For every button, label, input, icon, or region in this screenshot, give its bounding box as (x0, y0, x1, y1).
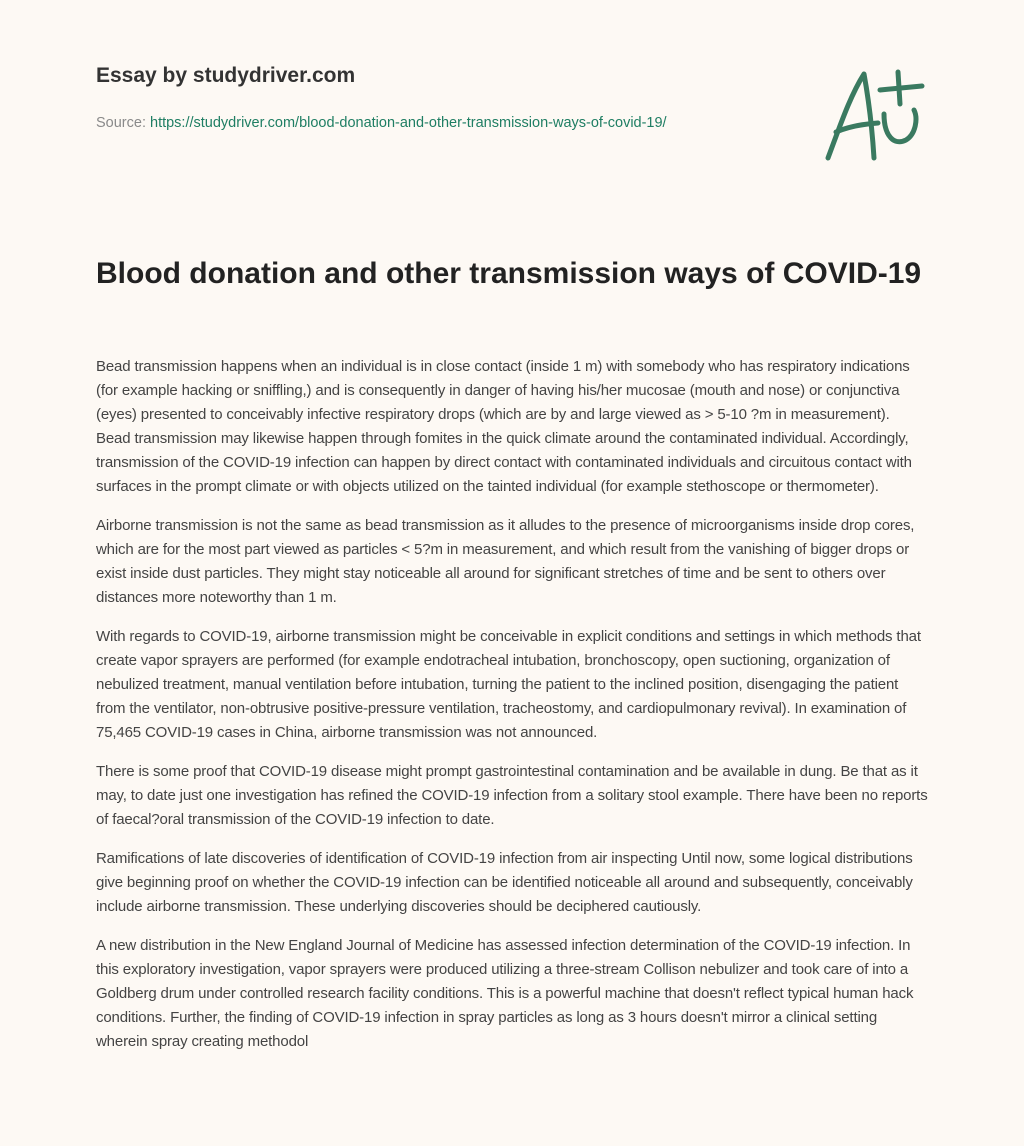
paragraph: There is some proof that COVID-19 disease might prompt gastrointestinal contamination and be available in dung. Be that as it may, to date just one investigation has refined the COVID-19 infection from a solitary stool example. There have been no reports of faecal?oral transmission of the COVID-19 infection to date. (96, 763, 928, 828)
source-label: Source: (96, 115, 150, 131)
paragraph: Airborne transmission is not the same as bead transmission as it alludes to the presence of microorganisms inside drop cores, which are for the most part viewed as particles < 5?m in measurement, and which result from the vanishing of bigger drops or exist inside dust particles. They might stay noticeable all around for significant stretches of time and be sent to others over distances more noteworthy than 1 m. (96, 517, 915, 606)
source-link[interactable]: https://studydriver.com/blood-donation-and-other-transmission-ways-of-covid-19/ (150, 115, 667, 131)
paragraph: With regards to COVID-19, airborne transmission might be conceivable in explicit conditions and settings in which methods that create vapor sprayers are performed (for example endotracheal intubation, bronchoscopy, open suctioning, organization of nebulized treatment, manual ventilation before intubation, turning the patient to the inclined position, disengaging the patient from the ventilator, non-obtrusive positive-pressure ventilation, tracheostomy, and cardiopulmonary revival). In examination of 75,465 COVID-19 cases in China, airborne transmission was not announced. (96, 628, 921, 741)
source-line (96, 111, 756, 135)
article-body (96, 355, 928, 1069)
paragraph: A new distribution in the New England Journal of Medicine has assessed infection determination of the COVID-19 infection. In this exploratory investigation, vapor sprayers were produced utilizing a three-stream Collison nebulizer and took care of into a Goldberg drum under controlled research facility conditions. This is a powerful machine that doesn't reflect typical human hack conditions. Further, the finding of COVID-19 infection in spray particles as long as 3 hours doesn't mirror a clinical setting wherein spray creating methodol (96, 937, 914, 1050)
a-plus-logo-icon (818, 66, 928, 166)
paragraph: Bead transmission happens when an individual is in close contact (inside 1 m) with somebody who has respiratory indications (for example hacking or sniffling,) and is consequently in danger of having his/her mucosae (mouth and nose) or conjunctiva (eyes) presented to conceivably infective respiratory drops (which are by and large viewed as > 5-10 ?m in measurement). Bead transmission may likewise happen through fomites in the quick climate around the contaminated individual. Accordingly, transmission of the COVID-19 infection can happen by direct contact with contaminated individuals and circuitous contact with surfaces in the prompt climate or with objects utilized on the tainted individual (for example stethoscope or thermometer). (96, 358, 912, 495)
site-brand: Essay by studydriver.com (96, 64, 356, 87)
paragraph: Ramifications of late discoveries of identification of COVID-19 infection from air inspecting Until now, some logical distributions give beginning proof on whether the COVID-19 infection can be identified noticeable all around and subsequently, conceivably include airborne transmission. These underlying discoveries should be deciphered cautiously. (96, 850, 913, 915)
article-title: Blood donation and other transmission ways of COVID-19 (96, 257, 922, 290)
